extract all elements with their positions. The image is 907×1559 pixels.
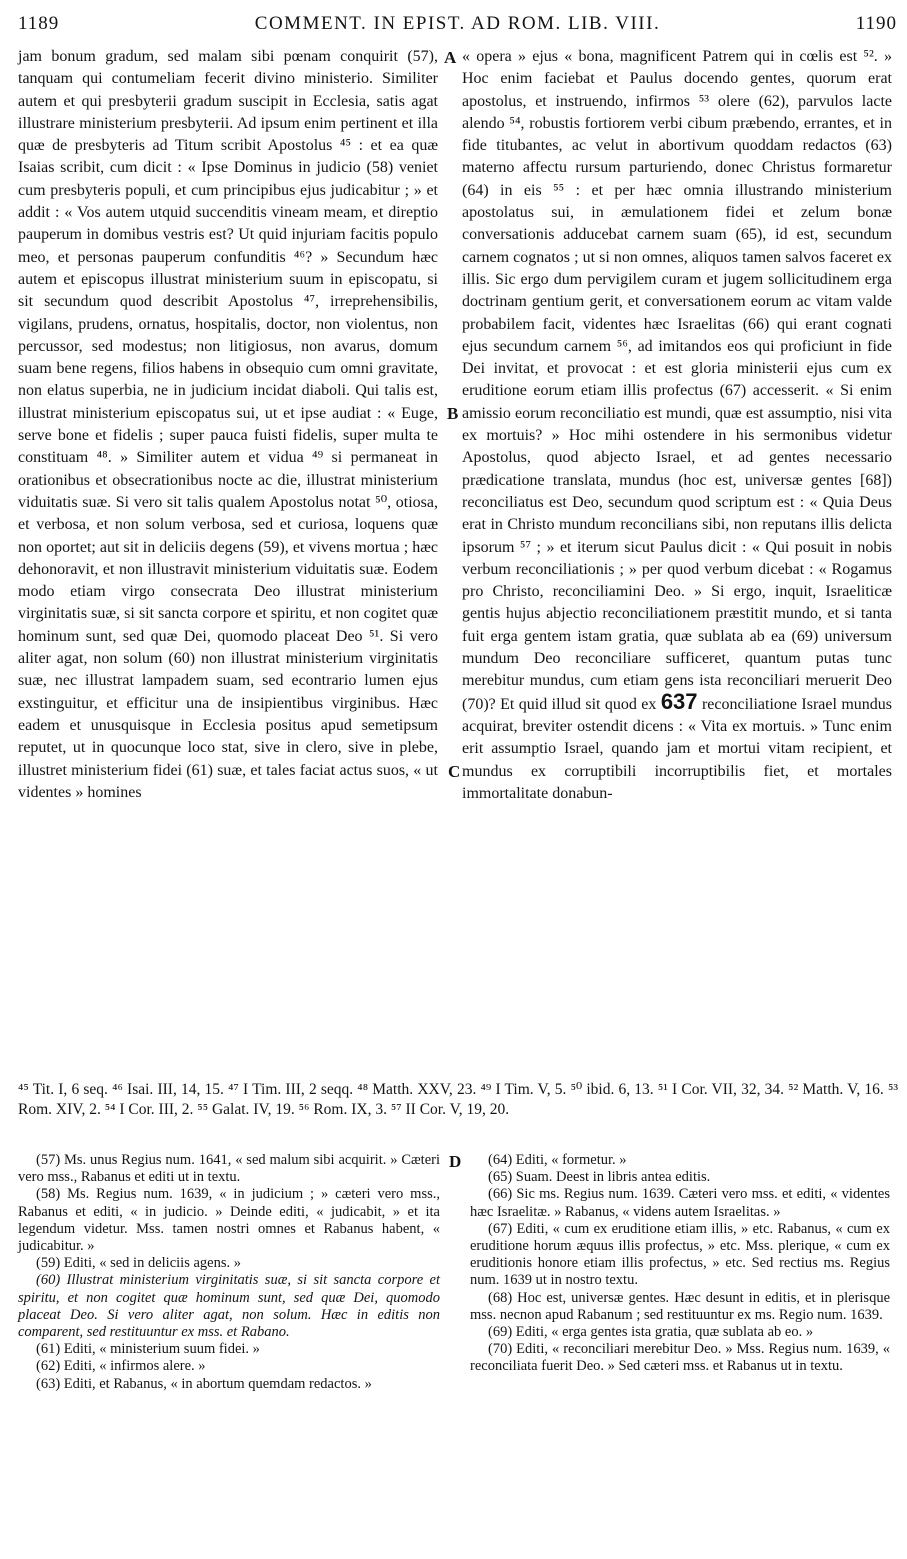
note-69: (69) Editi, « erga gentes ista gratia, quæ sublata ab eo. » [488,1324,814,1341]
notes-column-right [470,1152,890,1376]
margin-marker-c: C [448,762,461,781]
note-59: (59) Editi, « sed in deliciis agens. » [36,1255,241,1272]
main-column-left [18,46,438,804]
column-number: 637 [660,688,698,714]
note-61: (61) Editi, « ministerium suum fidei. » [36,1341,260,1358]
margin-marker-d: D [449,1152,462,1171]
page-number-left: 1189 [18,13,60,34]
note-57: (57) Ms. unus Regius num. 1641, « sed malum sibi acquirit. » Cæteri vero mss., Rabanus et editi ut in textu. [18,1152,440,1186]
margin-marker-b: B [447,404,459,423]
note-64: (64) Editi, « formetur. » [488,1152,627,1168]
margin-marker-a: A [444,48,457,67]
note-70: (70) Editi, « reconciliari merebitur Deo. » Mss. Regius num. 1639, « reconciliata fuerit Deo. » Sed cæteri mss. et Rabanus ut in textu. [470,1341,890,1375]
scripture-references: ⁴⁵ Tit. I, 6 seq. ⁴⁶ Isai. III, 14, 15. ⁴⁷ I Tim. III, 2 seqq. ⁴⁸ Matth. XXV, 23. ⁴⁹ I Tim. V, 5. ⁵⁰ ibid. 6, 13. ⁵¹ I Cor. VII, 32, 34. ⁵² Matth. V, 16. ⁵³ Rom. XIV, 2. ⁵⁴ I Cor. III, 2. ⁵⁵ Galat. IV, 19. ⁵⁶ Rom. IX, 3. ⁵⁷ II Cor. V, 19, 20. [18,1081,898,1118]
note-62: (62) Editi, « infirmos alere. » [36,1358,206,1375]
note-65: (65) Suam. Deest in libris antea editis. [488,1169,711,1186]
note-67: (67) Editi, « cum ex eruditione etiam illis, » etc. Rabanus, « cum ex eruditione horum æquus illis profectus, » etc. Mss. plerique, « cum ex eruditionis honore etiam illis profectus, » etc. Sed rectius ms. Regius num. 1639 ut in nostro textu. [470,1220,890,1289]
page-number-right: 1190 [855,13,897,34]
main-column-right [462,46,892,805]
note-58: (58) Ms. Regius num. 1639, « in judicium ; » cæteri vero mss., Rabanus et editi, « in judicio. » Deinde editi, « judicabit, » et ita legendum videtur. Mss. tamen nostri omnes et Rabanus habent, « judicabitur. » [18,1186,440,1255]
main-text-right [462,46,892,805]
main-text-right-part-1: « opera » ejus « bona, magnificent Patrem qui in cœlis est ⁵². » Hoc enim faciebat et Paulus docendo gentes, quorum erat apostolus, et instruendo, infirmos ⁵³ olere (62), parvulos lacte alendo ⁵⁴, robustis fortiorem verbi cibum præbendo, errantes, et in fide titubantes, ac velut in abortivum quoddam redactos (63) materno affectu rursum parturiendo, donec Christus formaretur (64) in eis ⁵⁵ : et per hæc omnia illustrando ministerium apostolatus sui, in æmulationem fidei et zelum bonæ conversationis adducebat carnem suam (65), id est, secundum carnem cognatos ; ut si non omnes, aliquos tamen salvos faceret ex illis. Sic ergo dum pervigilem curam et jugem sollicitudinem erga doctrinam gentium gerit, et conversationem eorum ac vitam valde probabilem facit, videntes hæc Israelitas (66) qui erant cognati ejus secundum carnem ⁵⁶, ad imitandos eos qui proficiunt in fide Dei invitat, et provocat : et est gloria ministerii ejus cum ex eruditione eorum etiam illis profectus (67) accesserit. « Si enim amissio eorum reconciliatio est mundi, quæ est assumptio, nisi vita ex mortuis? » Hoc mihi ostendere in his sermonibus videtur Apostolus, quod abjecto Israel, et ad gentes necessario prædicatione translata, mundus (hoc est, universæ gentes [68]) reconciliatus est Deo, secundum quod scriptum est : « Quia Deus erat in Christo mundum reconcilians sibi, non reputans illis delicta ipsorum ⁵⁷ ; » et iterum sicut Paulus dicit : « Qui posuit in nobis verbum reconciliationis ; » per quod verbum dicebat : « Rogamus pro Christo, reconciliamini Deo. » Si ergo, inquit, Israeliticæ gentis hujus abjectio reconciliationem præstitit mundo, et si tanta fuit erga gentem istam gratia, quæ sublata ab ea (69) universum mundum Deo reconciliare sufficeret, quantum putas tunc merebitur mundus, cum etiam gens ista reconciliari meruerit Deo (70)? Et quid illud sit quod ex [462,48,892,713]
running-title: COMMENT. IN EPIST. AD ROM. LIB. VIII. [254,13,661,34]
note-68: (68) Hoc est, universæ gentes. Hæc desunt in editis, et in plerisque mss. necnon apud Rabanum ; sed restituuntur ex ms. Regio num. 1639. [470,1289,890,1323]
main-text-left: jam bonum gradum, sed malam sibi pœnam conquirit (57), tanquam qui contumeliam fecerit divino ministerio. Similiter autem et qui presbyterii gradum suscipit in Ecclesia, satis agat illustrare ministerium presbyterii. Ad ipsum enim pertinent et illa quæ de presbyteris ad Titum scribit Apostolus ⁴⁵ : et ea quæ Isaias scribit, cum dicit : « Ipse Dominus in judicio (58) veniet cum presbyteris populi, et cum principibus ejus judicabitur ; » et addit : « Vos autem utquid succenditis vineam meam, et direptio pauperum in domibus vestris est? Ut quid injuriam facitis populo meo, et personas pauperum confunditis ⁴⁶? » Secundum hæc autem et episcopus illustrat ministerium suum in episcopatu, si sit secundum quod describit Apostolus ⁴⁷, irreprehensibilis, vigilans, prudens, ornatus, hospitalis, doctor, non violentus, non percussor, sed modestus; non litigiosus, non avarus, domum suam bene regens, filios habens in obsequio cum omni gravitate, non elatus superbia, ne in judicium incidat diaboli. Qui talis est, illustrat ministerium episcopatus sui, ut et ipse audiat : « Euge, serve bone et fidelis ; super pauca fuisti fidelis, super multa te constituam ⁴⁸. » Similiter autem et vidua ⁴⁹ si permaneat in orationibus et obsecrationibus nocte ac die, illustrat ministerium viduitatis suæ. Si vero sit talis qualem Apostolus notat ⁵⁰, otiosa, et verbosa, et non solum verbosa, sed et curiosa, loquens quæ non oportet; aut sit in deliciis degens (59), et vivens mortua ; hæc dehonoravit, et non illustravit ministerium viduitatis suæ. Eodem modo etiam virgo consecrata Deo illustrat ministerium virginitatis suæ, si sit sancta corpore et spiritu, et non cogitet quæ hominum sunt, sed quæ Dei, quomodo placeat Deo ⁵¹. Si vero aliter agat, non solum (60) non illustrat ministerium virginitatis suæ, nec illustrat lampadem suam, sed econtrario lumen ejus exstinguitur, et efficitur una de insipientibus virginibus. Hæc eadem et unusquisque in Ecclesia positus apud semetipsum reputet, ut in quocunque loco stat, sive in clero, sive in plebe, illustret ministerium fidei (61) suæ, et tales faciat actus suos, « ut videntes » homines [18,48,438,801]
note-66: (66) Sic ms. Regius num. 1639. Cæteri vero mss. et editi, « videntes hæc Israelitæ. » Rabanus, « videns autem Israelitas. » [470,1186,890,1220]
note-63: (63) Editi, et Rabanus, « in abortum quemdam redactos. » [36,1375,372,1392]
page-header [18,13,897,39]
note-60: (60) Illustrat ministerium virginitatis suæ, si sit sancta corpore et spiritu, et non cogitet quæ hominum sunt, sed quæ Dei, quomodo placeat Deo. Si vero aliter agat, non solum. Hæc in editis non comparent, sed restituuntur ex mss. et Rabano. [18,1272,440,1341]
main-text-right-part-2: reconciliatione Israel mundus acquirat, breviter ostendit dicens : « Vita ex mortuis. » Tunc enim erit assumptio Israel, quando jam et mortui vitam recipient, et mundus ex corruptibili incorruptibilis fiet, et mortales immortalitate donabun- [462,695,893,802]
notes-column-left [18,1152,440,1393]
